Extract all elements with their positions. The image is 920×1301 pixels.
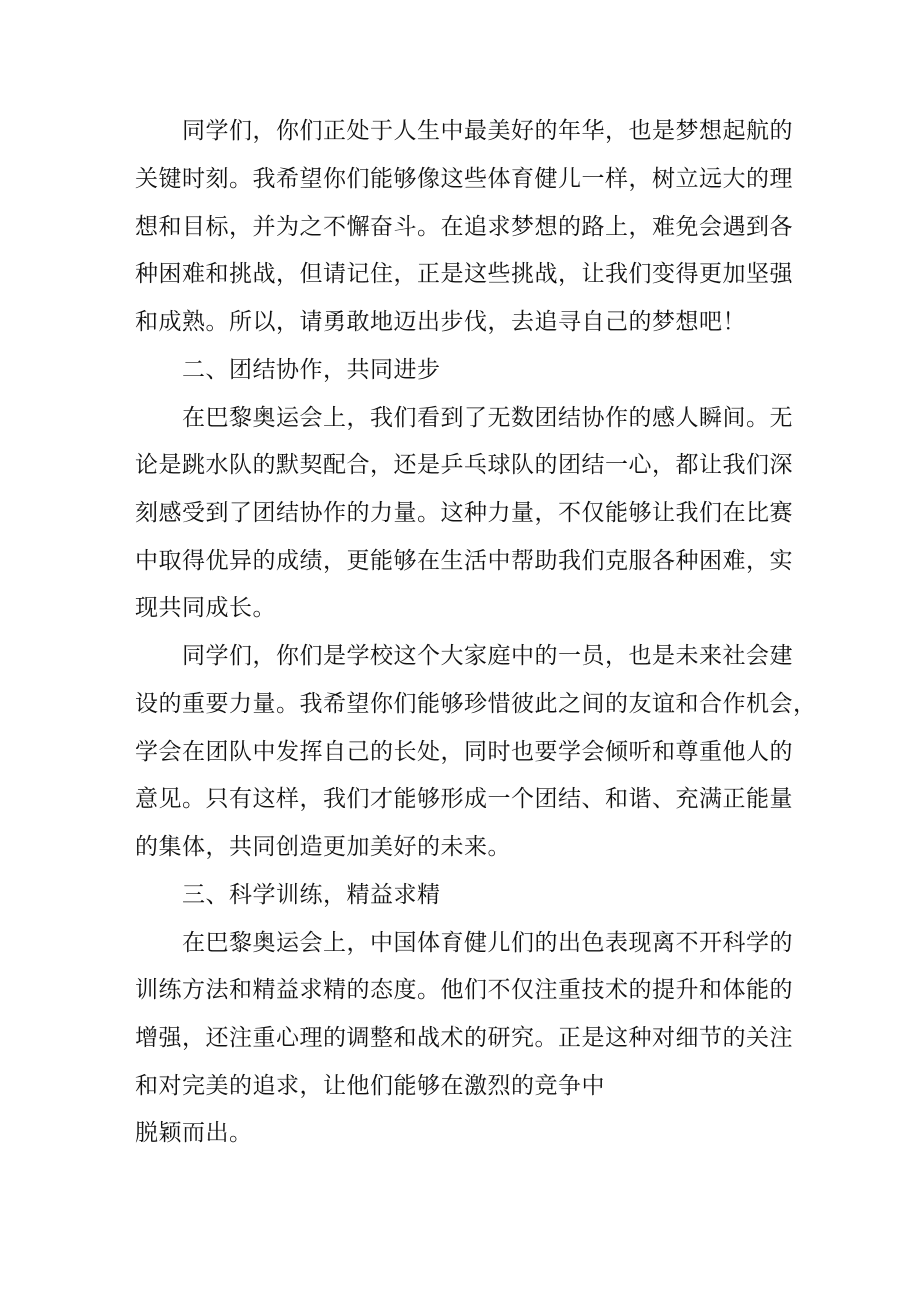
paragraph-line: 和成熟。所以，请勇敢地迈出步伐，去追寻自己的梦想吧！ — [135, 309, 746, 335]
paragraph-line: 种困难和挑战，但请记住，正是这些挑战，让我们变得更加坚强 — [135, 261, 793, 287]
paragraph-line: 同学们，你们是学校这个大家庭中的一员，也是未来社会建 — [182, 643, 793, 669]
paragraph-line: 学会在团队中发挥自己的长处，同时也要学会倾听和尊重他人的 — [135, 739, 793, 765]
section-heading: 二、团结协作，共同进步 — [182, 357, 441, 383]
paragraph-line: 关键时刻。我希望你们能够像这些体育健儿一样，树立远大的理 — [135, 166, 793, 192]
paragraph-line: 增强，还注重心理的调整和战术的研究。正是这种对细节的关注 — [135, 1025, 793, 1051]
paragraph-line: 的集体，共同创造更加美好的未来。 — [135, 834, 511, 860]
paragraph-line: 在巴黎奥运会上，我们看到了无数团结协作的感人瞬间。无 — [182, 405, 793, 431]
paragraph-line: 和对完美的追求，让他们能够在激烈的竞争中 — [135, 1073, 605, 1099]
paragraph-line: 想和目标，并为之不懈奋斗。在追求梦想的路上，难免会遇到各 — [135, 214, 793, 240]
paragraph-line: 脱颖而出。 — [135, 1120, 253, 1146]
paragraph-line: 意见。只有这样，我们才能够形成一个团结、和谐、充满正能量 — [135, 786, 793, 812]
paragraph-line: 中取得优异的成绩，更能够在生活中帮助我们克服各种困难，实 — [135, 548, 793, 574]
paragraph-line: 设的重要力量。我希望你们能够珍惜彼此之间的友谊和合作机会， — [135, 691, 817, 717]
paragraph-line: 刻感受到了团结协作的力量。这种力量，不仅能够让我们在比赛 — [135, 500, 793, 526]
paragraph-line: 论是跳水队的默契配合，还是乒乓球队的团结一心，都让我们深 — [135, 452, 793, 478]
paragraph-line: 现共同成长。 — [135, 595, 276, 621]
paragraph-line: 同学们，你们正处于人生中最美好的年华，也是梦想起航的 — [182, 118, 793, 144]
paragraph-line: 训练方法和精益求精的态度。他们不仅注重技术的提升和体能的 — [135, 977, 793, 1003]
section-heading: 三、科学训练，精益求精 — [182, 882, 441, 908]
paragraph-line: 在巴黎奥运会上，中国体育健儿们的出色表现离不开科学的 — [182, 930, 793, 956]
